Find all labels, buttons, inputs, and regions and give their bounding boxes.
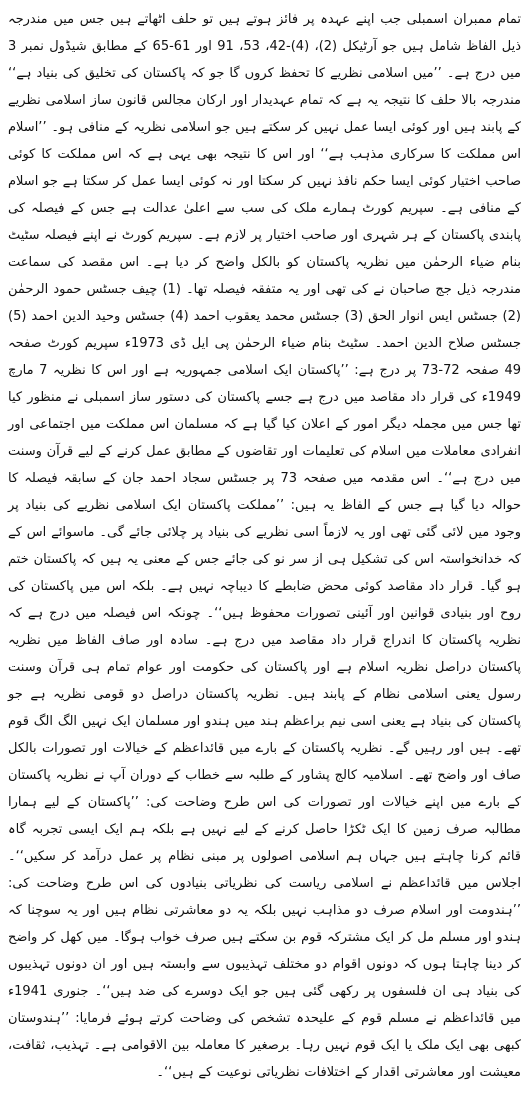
- article-text: تمام ممبران اسمبلی جب اپنے عہدہ پر فائز ہوتے ہیں تو حلف اٹھاتے ہیں جس میں مندرجہ ذیل الفاظ شامل ہیں جو آرٹیکل (2)، (4)-42، 53، 91 اور 61-65 کے مطابق شیڈول نمبر 3 میں درج ہے۔ ’’میں اسلامی نظریے کا تحفظ کروں گا جو کہ پاکستان کی تخلیق کی بنیاد ہے‘‘ مندرجہ بالا حلف کا نتیجہ یہ ہے کہ تمام عہدیدار اور ارکان مجالس قانون ساز اسلامی نظریے کے پابند ہیں اور کوئی ایسا عمل نہیں کر سکتے ہیں جو اسلامی نظریہ کے منافی ہو۔ ’’اسلام اس مملکت کا سرکاری مذہب ہے‘‘ اور اس کا نتیجہ بھی یہی ہے کہ اس مملکت کا کوئی صاحب اختیار کوئی ایسا حکم نافذ نہیں کر سکتا اور نہ کوئی ایسا عمل کر سکتا ہے جو اسلام کے منافی ہے۔ سپریم کورٹ ہمارے ملک کی سب سے اعلیٰ عدالت ہے جس کے فیصلہ کی پابندی پاکستان کے ہر شہری اور صاحب اختیار پر لازم ہے۔ سپریم کورٹ نے اپنے فیصلہ سٹیٹ بنام ضیاء الرحمٰن میں نظریہ پاکستان کو بالکل واضح کر دیا ہے۔ اس مقصد کی سماعت مندرجہ ذیل جج صاحبان نے کی تھی اور یہ متفقہ فیصلہ تھا۔ (1) چیف جسٹس حمود الرحمٰن (2) جسٹس ایس انوار الحق (3) جسٹس محمد یعقوب احمد (4) جسٹس وحید الدین احمد (5) جسٹس صلاح الدین احمد۔ سٹیٹ بنام ضیاء الرحمٰن پی ایل ڈی 1973ء سپریم کورٹ صفحہ 49 صفحہ 72-73 پر درج ہے: ’’پاکستان ایک اسلامی جمہوریہ ہے اور اس کا نظریہ 7 مارچ 1949ء کی قرار داد مقاصد میں درج ہے جسے پاکستان کی دستور ساز اسمبلی نے منظور کیا تھا جس میں مجملہ دیگر امور کے اعلان کیا گیا ہے کہ مسلمان اس مملکت میں اجتماعی اور انفرادی معاملات میں اسلام کی تعلیمات اور تقاضوں کے مطابق عمل کرنے کے لیے قرآن وسنت میں درج ہے‘‘۔ اس مقدمہ میں صفحہ 73 پر جسٹس سجاد احمد جان کے سابقہ فیصلہ کا حوالہ دیا گیا ہے جس کے الفاظ یہ ہیں: ’’مملکت پاکستان ایک اسلامی نظریے کی بنیاد پر وجود میں لائی گئی تھی اور یہ لازماً اسی نظریے کی بنیاد پر چلائی جائے گی۔ ماسوائے اس کے کہ خدانخواستہ اس کی تشکیل ہی از سر نو کی جائے جس کے معنی یہ ہیں کہ پاکستان ختم ہو گیا۔ قرار داد مقاصد کوئی محض ضابطے کا دیباچہ نہیں ہے۔ بلکہ اس میں پاکستان کی روح اور بنیادی قوانین اور آئینی تصورات محفوظ ہیں‘‘۔ چونکہ اس فیصلہ میں درج ہے کہ نظریہ پاکستان کا اندراج قرار داد مقاصد میں درج ہے۔ سادہ اور صاف الفاظ میں نظریہ پاکستان دراصل نظریہ اسلام ہے اور پاکستان کی حکومت اور عوام تمام ہی قرآن وسنت رسول یعنی اسلامی نظام کے پابند ہیں۔ نظریہ پاکستان دراصل دو قومی نظریہ ہے جو پاکستان کی بنیاد ہے یعنی اسی نیم براعظم ہند میں ہندو اور مسلمان ایک نہیں الگ الگ قوم تھے۔ ہیں اور رہیں گے۔ نظریہ پاکستان کے بارے میں قائداعظم کے خیالات اور تصورات بالکل صاف اور واضح تھے۔ اسلامیہ کالج پشاور کے طلبہ سے خطاب کے دوران آپ نے نظریہ پاکستان کے بارے میں اپنے خیالات اور تصورات کی اس طرح وضاحت کی: ’’پاکستان کے لیے ہمارا مطالبہ صرف زمین کا ایک ٹکڑا حاصل کرنے کے لیے نہیں ہے بلکہ ہم ایک ایسی تجربہ گاہ قائم کرنا چاہتے ہیں جہاں ہم اسلامی اصولوں پر مبنی نظام پر عمل درآمد کر سکیں‘‘۔ اجلاس میں قائداعظم نے اسلامی ریاست کی نظریاتی بنیادوں کی اس طرح وضاحت کی: ’’ہندومت اور اسلام صرف دو مذاہب نہیں بلکہ یہ دو معاشرتی نظام ہیں اور یہ سوچنا کہ ہندو اور مسلم مل کر ایک مشترکہ قوم بن سکتے ہیں صرف خواب ہوگا۔ میں کھل کر واضح کر دینا چاہتا ہوں کہ دونوں اقوام دو مختلف تہذیبوں سے وابستہ ہیں اور ان دونوں تہذیبوں کی بنیاد ہی ان فلسفوں پر رکھی گئی ہیں جو ایک دوسرے کی ضد ہیں‘‘۔ جنوری 1941ء میں قائداعظم نے مسلم قوم کے علیحدہ تشخص کی وضاحت کرتے ہوئے فرمایا: ’’ہندوستان کبھی بھی ایک ملک یا ایک قوم نہیں رہا۔ برصغیر کا معاملہ بین الاقوامی ہے۔ تہذیب، ثقافت، معیشت اور معاشرتی اقدار کے اختلافات نظریاتی نوعیت کے ہیں‘‘۔: [8, 12, 521, 1080]
